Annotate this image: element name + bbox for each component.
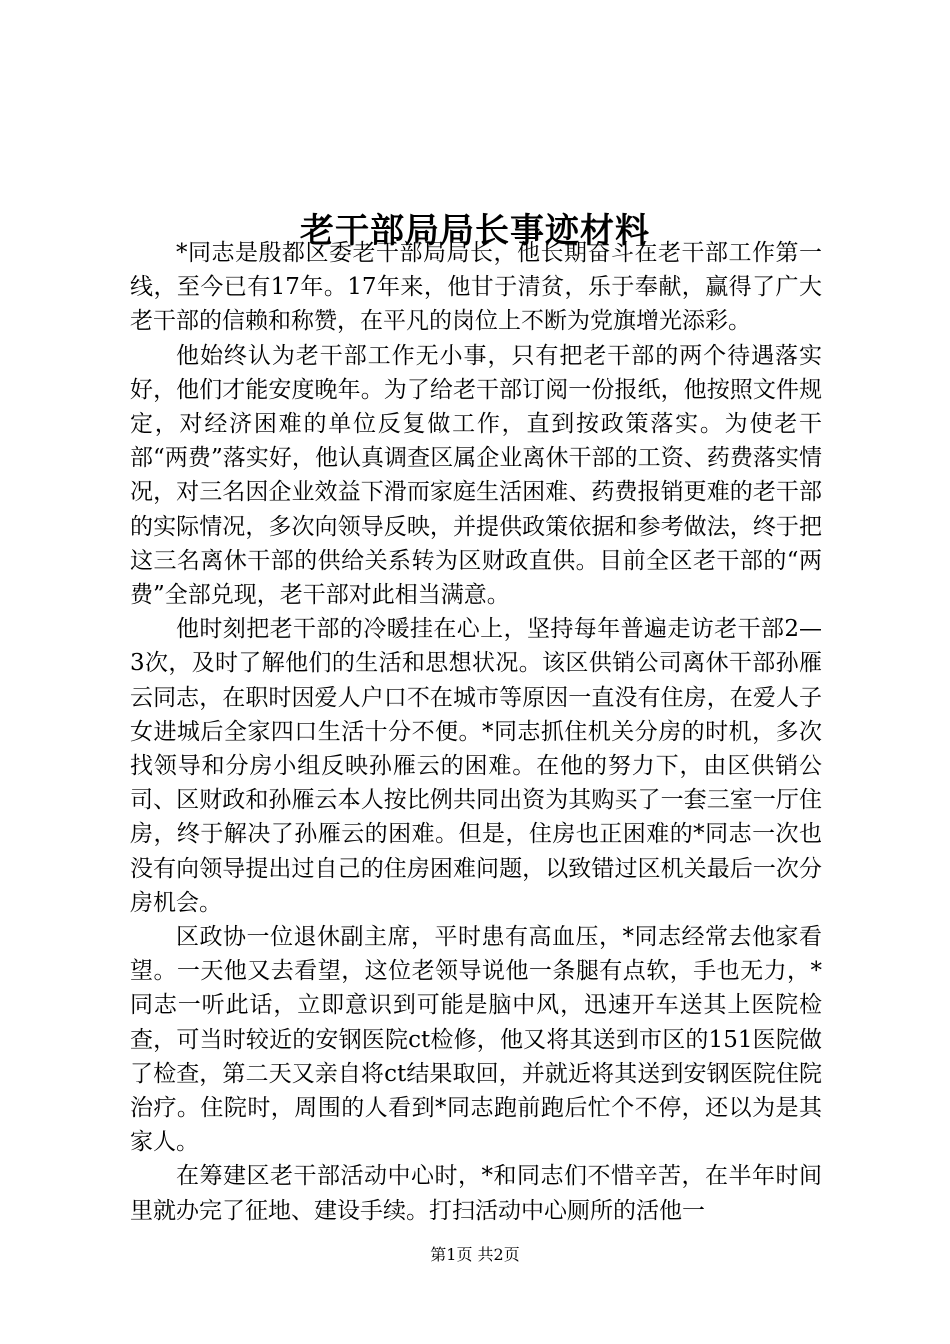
paragraph-5: 在筹建区老干部活动中心时，*和同志们不惜辛苦，在半年时间里就办完了征地、建设手续。打扫活动中心厕所的活他一 xyxy=(130,1163,822,1224)
document-body xyxy=(130,236,822,1228)
paragraph-4: 区政协一位退休副主席，平时患有高血压，*同志经常去他家看望。一天他又去看望，这位老领导说他一条腿有点软，手也无力，*同志一听此话，立即意识到可能是脑中风，迅速开车送其上医院检查，可当时较近的安钢医院ct检修，他又将其送到市区的151医院做了检查，第二天又亲自将ct结果取回，并就近将其送到安钢医院住院治疗。住院时，周围的人看到*同志跑前跑后忙个不停，还以为是其家人。 xyxy=(130,924,822,1156)
paragraph-3: 他时刻把老干部的冷暖挂在心上，坚持每年普遍走访老干部2—3次，及时了解他们的生活和思想状况。该区供销公司离休干部孙雁云同志，在职时因爱人户口不在城市等原因一直没有住房，在爱人子女进城后全家四口生活十分不便。*同志抓住机关分房的时机，多次找领导和分房小组反映孙雁云的困难。在他的努力下，由区供销公司、区财政和孙雁云本人按比例共同出资为其购买了一套三室一厅住房，终于解决了孙雁云的困难。但是，住房也正困难的*同志一次也没有向领导提出过自己的住房困难问题，以致错过区机关最后一次分房机会。 xyxy=(130,616,822,916)
page-footer: 第1页 共2页 xyxy=(430,1245,520,1264)
paragraph-2: 他始终认为老干部工作无小事，只有把老干部的两个待遇落实好，他们才能安度晚年。为了给老干部订阅一份报纸，他按照文件规定，对经济困难的单位反复做工作，直到按政策落实。为使老干部“两费”落实好，他认真调查区属企业离休干部的工资、药费落实情况，对三名因企业效益下滑而家庭生活困难、药费报销更难的老干部的实际情况，多次向领导反映，并提供政策依据和参考做法，终于把这三名离休干部的供给关系转为区财政直供。目前全区老干部的“两费”全部兑现，老干部对此相当满意。 xyxy=(130,342,822,609)
paragraph-1: *同志是殷都区委老干部局局长，他长期奋斗在老干部工作第一线，至今已有17年。17年来，他甘于清贫，乐于奉献，赢得了广大老干部的信赖和称赞，在平凡的岗位上不断为党旗增光添彩。 xyxy=(130,240,822,335)
document-title: 老干部局局长事迹材料 xyxy=(300,210,650,251)
